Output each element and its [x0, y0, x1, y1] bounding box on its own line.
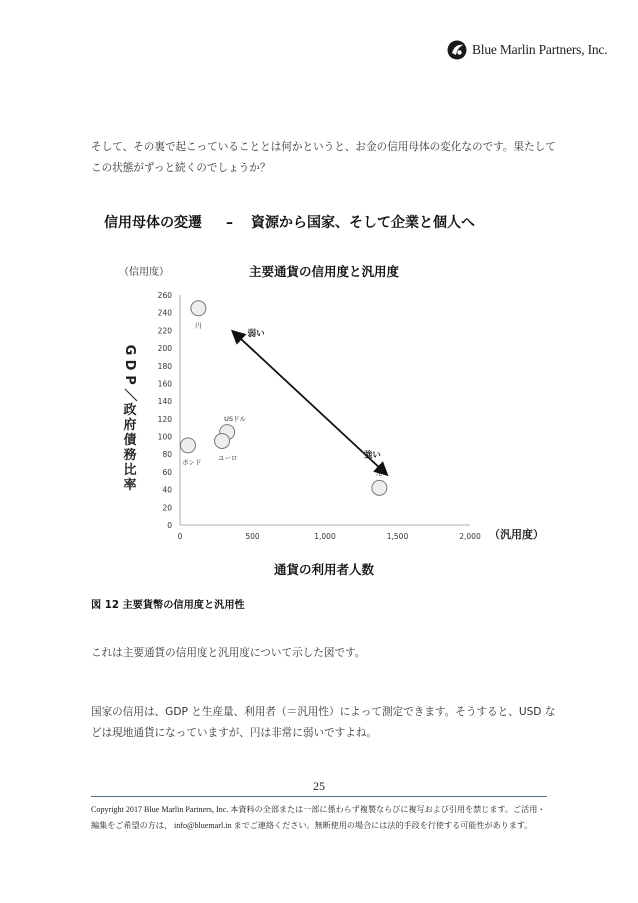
- company-logo: [447, 40, 607, 60]
- y-tick-label: 220: [157, 326, 172, 336]
- point-label: ポンド: [181, 458, 202, 467]
- point-label: 円: [195, 321, 202, 330]
- point-label: ユーロ: [218, 453, 238, 462]
- arrow-label-strong: 強い: [363, 450, 381, 461]
- x-tick-label: 0: [177, 532, 183, 541]
- x-tick-label: 1,500: [386, 532, 409, 541]
- y-axis-label-char: D: [122, 359, 137, 371]
- y-axis-label-char: 府: [123, 418, 137, 433]
- y-tick-label: 260: [157, 291, 172, 300]
- point-label: 元: [375, 468, 382, 477]
- section-subtitle: 資源から国家、そして企業と個人へ: [251, 215, 475, 231]
- x-tick-label: 500: [245, 532, 260, 541]
- chart-title: 主要通貨の信用度と汎用度: [248, 264, 400, 279]
- y-tick-label: 120: [157, 414, 172, 424]
- footer-divider: [91, 796, 547, 797]
- y-tick-label: 80: [162, 450, 172, 460]
- y-axis-label-char: G: [122, 344, 137, 356]
- y-tick-label: 40: [162, 485, 172, 495]
- y-tick-label: 20: [162, 503, 172, 513]
- intro-paragraph: そして、その裏で起こっていることとは何かというと、お金の信用母体の変化なのです。果たしてこの状態がずっと続くのでしょうか？: [91, 141, 556, 174]
- x-tick-label: 1,000: [314, 532, 336, 541]
- y-tick-label: 100: [157, 432, 172, 442]
- body-paragraph-2: 国家の信用は、GDP と生産量、利用者（＝汎用性）によって測定できます。そうすると、USD などは現地通貨になっていますが、円は非常に弱いですよね。: [91, 706, 556, 739]
- x-axis-unit-label: （汎用度）: [489, 528, 544, 541]
- y-axis-label-char: 政: [123, 403, 137, 418]
- data-point: [215, 433, 230, 448]
- logo-text: Blue Marlin Partners, Inc.: [472, 42, 608, 57]
- y-axis-label: [122, 345, 138, 493]
- y-tick-label: 180: [157, 361, 172, 371]
- marlin-logo-icon: [447, 40, 467, 60]
- y-tick-label: 160: [157, 379, 172, 389]
- y-tick-label: 60: [162, 467, 172, 477]
- data-point: [191, 301, 206, 316]
- y-axis-label-char: ／: [122, 388, 137, 402]
- point-label: USドル: [224, 415, 247, 424]
- x-tick-label: 2,000: [459, 532, 481, 541]
- arrow-label-weak: 弱い: [247, 329, 265, 340]
- section-dash: –: [226, 215, 233, 231]
- y-tick-label: 140: [157, 397, 172, 407]
- y-tick-label: 200: [157, 344, 172, 354]
- y-axis-label-char: 務: [123, 448, 137, 463]
- y-tick-label: 0: [167, 521, 172, 530]
- data-point: [372, 480, 387, 495]
- credit-vs-usage-chart: [114, 258, 544, 580]
- y-axis-label-char: 率: [123, 478, 137, 493]
- section-heading: [104, 212, 475, 232]
- y-tick-label: 240: [157, 308, 172, 318]
- y-axis-label-char: 比: [123, 463, 137, 478]
- copyright-footer: Copyright 2017 Blue Marlin Partners, Inc. 本資料の全部または一部に係わらず複製ならびに複写および引用を禁じます。ご活用・編集をご希望の方は、 info@bluemarl.in までご連絡ください。無断使用の場合には法的手段を行使する可能性があります。: [91, 805, 546, 830]
- section-title: 信用母体の変遷: [104, 215, 202, 231]
- body-paragraph-1: これは主要通貨の信用度と汎用度について示した図です。: [91, 647, 366, 659]
- y-axis-label-char: P: [122, 375, 137, 385]
- y-axis-label-char: 債: [123, 433, 137, 448]
- figure-caption: 図 12 主要貨幣の信用度と汎用性: [91, 600, 245, 611]
- y-axis-unit-label: （信用度）: [119, 267, 169, 278]
- x-axis-label: 通貨の利用者人数: [273, 562, 375, 577]
- page-number: 25: [313, 779, 325, 793]
- data-point: [180, 438, 195, 453]
